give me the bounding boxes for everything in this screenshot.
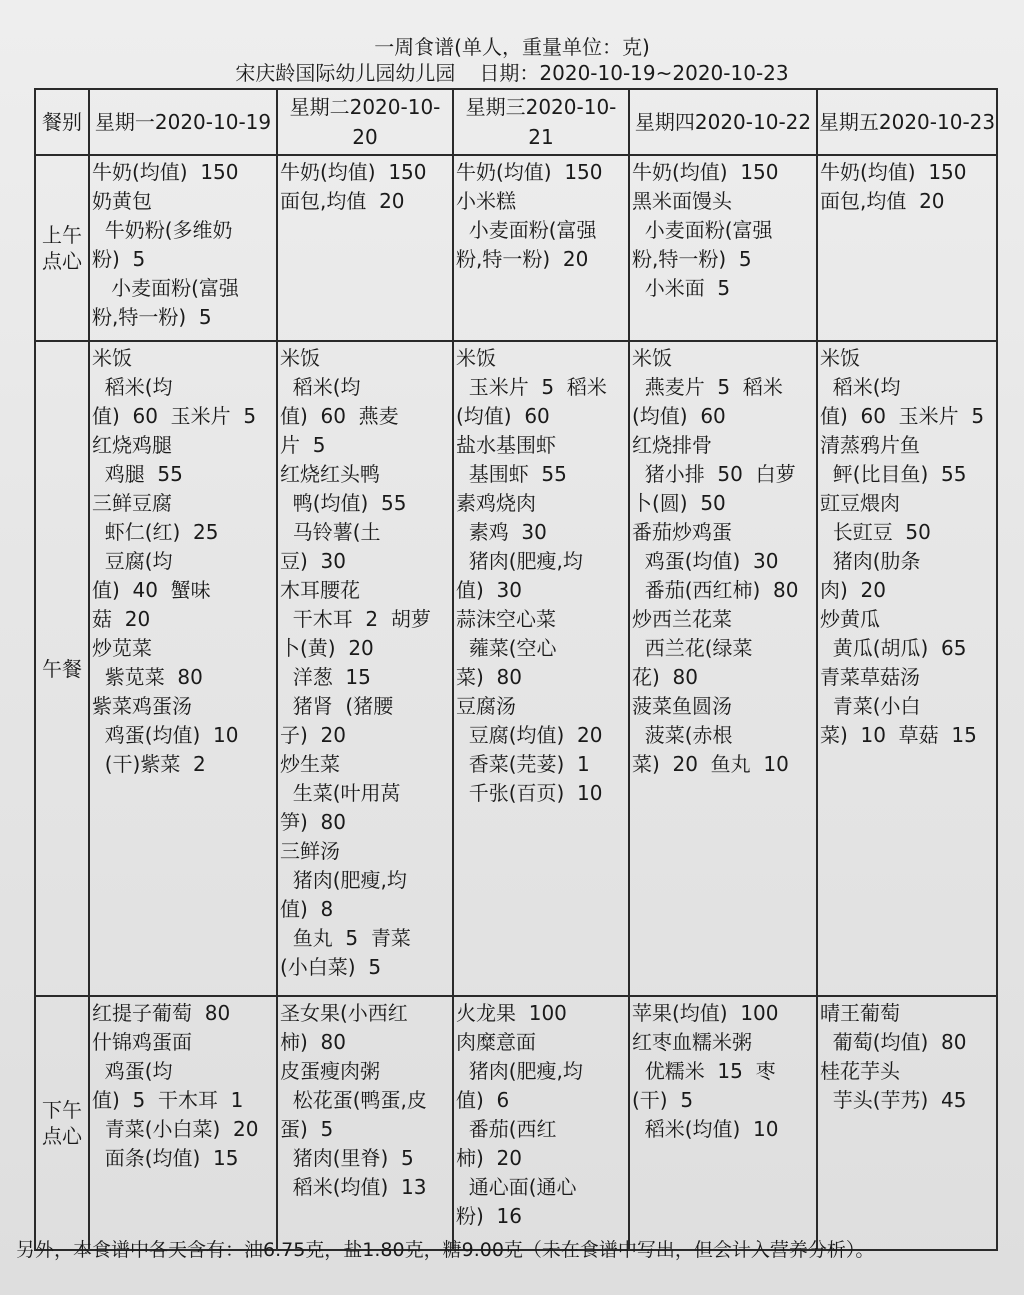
menu-cell — [817, 996, 997, 1250]
menu-cell — [629, 996, 817, 1250]
menu-title: 一周食谱(单人，重量单位：克) — [374, 35, 650, 59]
meal-row — [35, 996, 997, 1250]
menu-line: 稻米(均值) 13 — [280, 1175, 427, 1199]
menu-cell — [817, 341, 997, 996]
menu-line: 清蒸鸦片鱼 — [820, 433, 920, 457]
menu-line: 米饭 — [92, 346, 132, 370]
menu-line: 子) 20 — [280, 723, 346, 747]
menu-line: 菠菜鱼圆汤 — [632, 694, 732, 718]
menu-line: 值) 60 燕麦 — [280, 404, 399, 428]
menu-line: 值) 60 玉米片 5 — [820, 404, 985, 428]
menu-line: 桂花芋头 — [820, 1059, 900, 1083]
menu-line: 洋葱 15 — [280, 665, 371, 689]
menu-subtitle — [0, 60, 1024, 86]
menu-line: 青菜(小白 — [820, 694, 921, 718]
meal-type-cell: 上午点心 — [35, 155, 89, 341]
menu-line: 豇豆煨肉 — [820, 491, 900, 515]
menu-line: 米饭 — [456, 346, 496, 370]
menu-line: 稻米(均 — [820, 375, 901, 399]
menu-line: 粉) 5 — [92, 247, 146, 271]
menu-line: 千张(百页) 10 — [456, 781, 603, 805]
menu-line: 菜) 10 草菇 15 — [820, 723, 977, 747]
menu-cell — [277, 155, 453, 341]
menu-line: 番茄(西红 — [456, 1117, 557, 1141]
menu-line: 稻米(均值) 10 — [632, 1117, 779, 1141]
menu-line: 圣女果(小西红 — [280, 1001, 408, 1025]
menu-line: 晴王葡萄 — [820, 1001, 900, 1025]
menu-line: 小米糕 — [456, 189, 516, 213]
menu-line: (干) 5 — [632, 1088, 694, 1112]
table-body — [35, 155, 997, 1250]
menu-line: 木耳腰花 — [280, 578, 360, 602]
menu-line: 值) 30 — [456, 578, 522, 602]
header-day: 星期四2020-10-22 — [629, 89, 817, 155]
menu-line: 菜) 80 — [456, 665, 522, 689]
menu-line: 红烧鸡腿 — [92, 433, 172, 457]
menu-line: 粉,特一粉) 5 — [632, 247, 752, 271]
menu-line: 粉) 16 — [456, 1204, 522, 1228]
menu-line: 炒黄瓜 — [820, 607, 880, 631]
menu-line: 鸡蛋(均值) 30 — [632, 549, 779, 573]
menu-line: 稻米(均 — [92, 375, 173, 399]
menu-line: 黄瓜(胡瓜) 65 — [820, 636, 967, 660]
menu-line: 牛奶(均值) 150 — [92, 160, 239, 184]
menu-line: 香菜(芫荽) 1 — [456, 752, 590, 776]
menu-line: 玉米片 5 稻米 — [456, 375, 607, 399]
menu-cell — [277, 996, 453, 1250]
menu-line: 芋头(芋艿) 45 — [820, 1088, 967, 1112]
menu-line: 长豇豆 50 — [820, 520, 931, 544]
menu-line: 炒苋菜 — [92, 636, 152, 660]
menu-line: 豆腐汤 — [456, 694, 516, 718]
menu-line: 生菜(叶用莴 — [280, 781, 401, 805]
menu-line: 蕹菜(空心 — [456, 636, 557, 660]
menu-cell — [629, 341, 817, 996]
menu-line: 黑米面馒头 — [632, 189, 732, 213]
menu-line: 值) 60 玉米片 5 — [92, 404, 257, 428]
menu-line: 豆腐(均值) 20 — [456, 723, 603, 747]
menu-line: 红提子葡萄 80 — [92, 1001, 231, 1025]
menu-cell — [453, 996, 629, 1250]
header-day: 星期一2020-10-19 — [89, 89, 277, 155]
menu-line: 粉,特一粉) 20 — [456, 247, 589, 271]
menu-line: 红烧排骨 — [632, 433, 712, 457]
menu-line: 值) 5 干木耳 1 — [92, 1088, 244, 1112]
menu-line: 葡萄(均值) 80 — [820, 1030, 967, 1054]
menu-line: 炒西兰花菜 — [632, 607, 732, 631]
menu-line: 花) 80 — [632, 665, 698, 689]
menu-line: (小白菜) 5 — [280, 955, 382, 979]
menu-line: 苹果(均值) 100 — [632, 1001, 779, 1025]
menu-line: 虾仁(红) 25 — [92, 520, 219, 544]
menu-line: 豆腐(均 — [92, 549, 173, 573]
menu-line: 基围虾 55 — [456, 462, 567, 486]
menu-cell — [89, 155, 277, 341]
menu-line: 牛奶(均值) 150 — [456, 160, 603, 184]
menu-line: 值) 6 — [456, 1088, 510, 1112]
menu-line: 粉,特一粉) 5 — [92, 305, 212, 329]
menu-line: 卜(黄) 20 — [280, 636, 374, 660]
menu-line: 面包,均值 20 — [820, 189, 945, 213]
menu-line: 值) 8 — [280, 897, 334, 921]
menu-line: 干木耳 2 胡萝 — [280, 607, 431, 631]
menu-line: 牛奶(均值) 150 — [632, 160, 779, 184]
menu-line: 优糯米 15 枣 — [632, 1059, 776, 1083]
menu-line: 牛奶(均值) 150 — [820, 160, 967, 184]
menu-line: 青菜(小白菜) 20 — [92, 1117, 259, 1141]
menu-line: 猪小排 50 白萝 — [632, 462, 796, 486]
menu-line: 鸡蛋(均值) 10 — [92, 723, 239, 747]
menu-line: 值) 40 蟹味 — [92, 578, 211, 602]
menu-line: 皮蛋瘦肉粥 — [280, 1059, 380, 1083]
menu-line: 菇 20 — [92, 607, 151, 631]
menu-line: 稻米(均 — [280, 375, 361, 399]
menu-cell — [629, 155, 817, 341]
menu-line: 猪肉(肥瘦,均 — [280, 868, 407, 892]
menu-line: 三鲜豆腐 — [92, 491, 172, 515]
menu-line: 肉) 20 — [820, 578, 886, 602]
menu-line: (均值) 60 — [632, 404, 726, 428]
menu-line: 米饭 — [820, 346, 860, 370]
menu-line: 鸭(均值) 55 — [280, 491, 407, 515]
date-range: 日期：2020-10-19~2020-10-23 — [479, 61, 789, 85]
menu-line: 卜(圆) 50 — [632, 491, 726, 515]
menu-line: 松花蛋(鸭蛋,皮 — [280, 1088, 427, 1112]
menu-line: 小米面 5 — [632, 276, 731, 300]
meal-type-cell: 午餐 — [35, 341, 89, 996]
menu-line: 奶黄包 — [92, 189, 152, 213]
menu-line: (均值) 60 — [456, 404, 550, 428]
table-header-row — [35, 89, 997, 155]
header-day: 星期五2020-10-23 — [817, 89, 997, 155]
menu-line: 猪肉(肥瘦,均 — [456, 549, 583, 573]
menu-line: 柿) 20 — [456, 1146, 522, 1170]
menu-line: 素鸡 30 — [456, 520, 547, 544]
menu-line: 牛奶粉(多维奶 — [92, 218, 233, 242]
menu-line: 菠菜(赤根 — [632, 723, 733, 747]
menu-line: (干)紫菜 2 — [92, 752, 206, 776]
menu-line: 盐水基围虾 — [456, 433, 556, 457]
menu-line: 鱼丸 5 青菜 — [280, 926, 411, 950]
school-name: 宋庆龄国际幼儿园幼儿园 — [235, 61, 456, 85]
menu-line: 米饭 — [280, 346, 320, 370]
header-meal-type: 餐别 — [35, 89, 89, 155]
menu-line: 面条(均值) 15 — [92, 1146, 239, 1170]
menu-line: 小麦面粉(富强 — [456, 218, 597, 242]
menu-line: 菜) 20 鱼丸 10 — [632, 752, 789, 776]
menu-line: 什锦鸡蛋面 — [92, 1030, 192, 1054]
menu-line: 火龙果 100 — [456, 1001, 567, 1025]
menu-cell — [277, 341, 453, 996]
menu-line: 鲆(比目鱼) 55 — [820, 462, 967, 486]
menu-line: 面包,均值 20 — [280, 189, 405, 213]
menu-line: 红枣血糯米粥 — [632, 1030, 752, 1054]
menu-line: 小麦面粉(富强 — [632, 218, 773, 242]
header-day: 星期二2020-10-20 — [277, 89, 453, 155]
menu-line: 肉糜意面 — [456, 1030, 536, 1054]
menu-cell — [453, 341, 629, 996]
menu-line: 蒜沫空心菜 — [456, 607, 556, 631]
menu-line: 三鲜汤 — [280, 839, 340, 863]
menu-line: 猪肾 (猪腰 — [280, 694, 394, 718]
menu-line: 马铃薯(土 — [280, 520, 381, 544]
menu-cell — [89, 341, 277, 996]
footer-note: 另外，本食谱中各天含有：油6.75克，盐1.80克，糖9.00克（未在食谱中写出，但会计入营养分析）。 — [16, 1239, 875, 1261]
menu-line: 番茄炒鸡蛋 — [632, 520, 732, 544]
menu-line: 红烧红头鸭 — [280, 462, 380, 486]
menu-line: 米饭 — [632, 346, 672, 370]
menu-line: 番茄(西红柿) 80 — [632, 578, 799, 602]
meal-row — [35, 341, 997, 996]
meal-row — [35, 155, 997, 341]
menu-line: 鸡腿 55 — [92, 462, 183, 486]
menu-line: 西兰花(绿菜 — [632, 636, 753, 660]
menu-line: 素鸡烧肉 — [456, 491, 536, 515]
meal-type-cell: 下午点心 — [35, 996, 89, 1250]
menu-cell — [89, 996, 277, 1250]
menu-line: 通心面(通心 — [456, 1175, 577, 1199]
menu-line: 片 5 — [280, 433, 326, 457]
menu-line: 笋) 80 — [280, 810, 346, 834]
weekly-menu-table — [34, 88, 998, 1251]
menu-line: 青菜草菇汤 — [820, 665, 920, 689]
menu-cell — [817, 155, 997, 341]
menu-line: 炒生菜 — [280, 752, 340, 776]
menu-line: 燕麦片 5 稻米 — [632, 375, 783, 399]
menu-line: 紫苋菜 80 — [92, 665, 203, 689]
menu-line: 猪肉(肥瘦,均 — [456, 1059, 583, 1083]
menu-line: 牛奶(均值) 150 — [280, 160, 427, 184]
menu-line: 猪肉(里脊) 5 — [280, 1146, 414, 1170]
menu-line: 蛋) 5 — [280, 1117, 334, 1141]
menu-line: 猪肉(肋条 — [820, 549, 921, 573]
menu-cell — [453, 155, 629, 341]
menu-line: 豆) 30 — [280, 549, 346, 573]
menu-line: 柿) 80 — [280, 1030, 346, 1054]
menu-line: 鸡蛋(均 — [92, 1059, 173, 1083]
header-day: 星期三2020-10-21 — [453, 89, 629, 155]
menu-line: 小麦面粉(富强 — [92, 276, 239, 300]
menu-line: 紫菜鸡蛋汤 — [92, 694, 192, 718]
